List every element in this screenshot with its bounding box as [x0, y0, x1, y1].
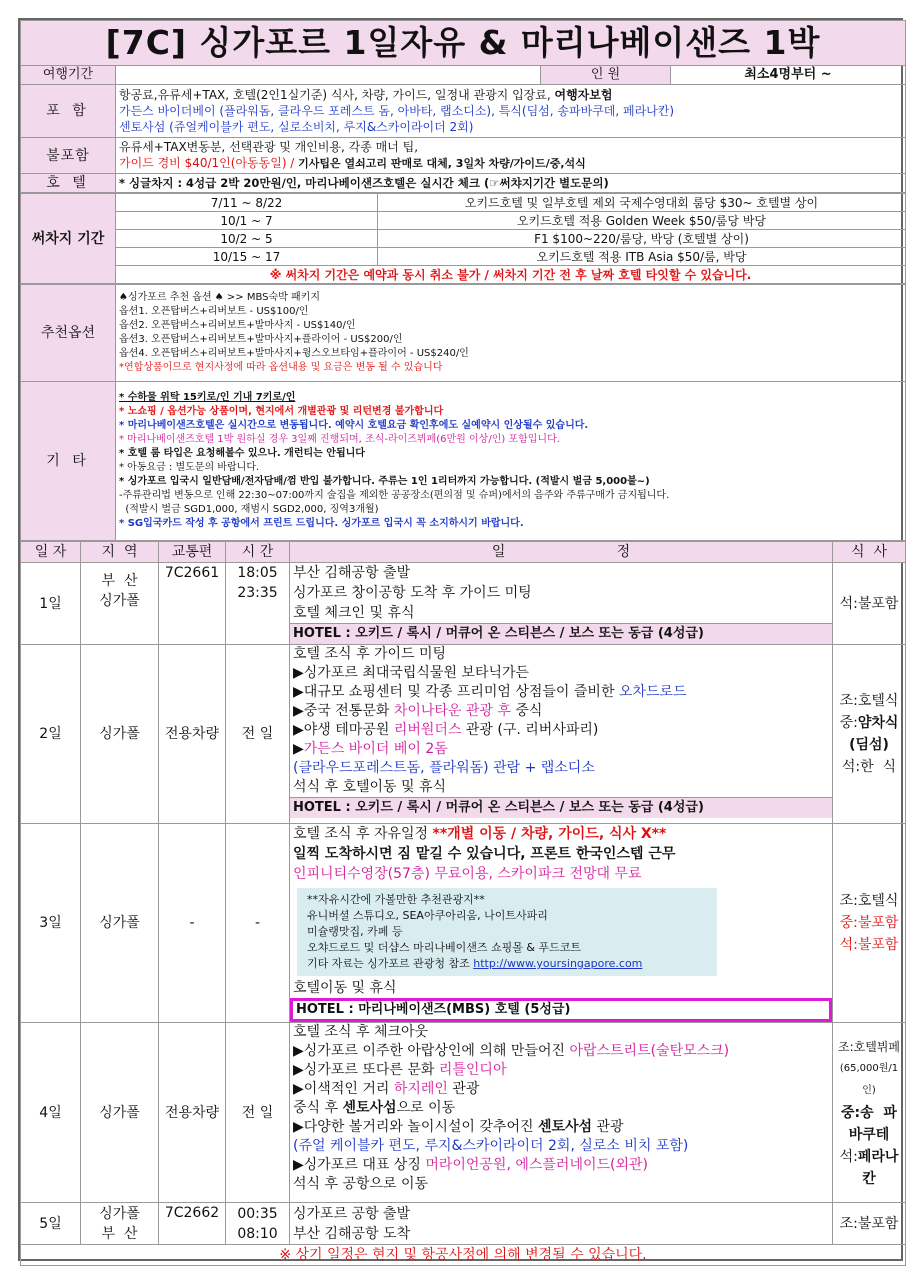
day-4-meal: 조:호텔뷔페 (65,000원/1인) 중:송 파 바쿠테 석:페라나칸 — [833, 1023, 906, 1203]
day-2-transport: 전용차량 — [159, 645, 226, 824]
recommended-spots-box: **자유시간에 가볼만한 추천관광지** 유니버셜 스튜디오, SEA아쿠아리움, 나이트사파리 미슐랭맛집, 카페 등 오챠드로드 및 더샵스 마리나베이샌즈 쇼핑몰 & 푸드코트 기타 자료는 싱가포르 관광청 참조 http://www.yoursingapore.com — [297, 888, 717, 976]
etc-liquor-law: -주류관리법 변동으로 인해 22:30~07:00까지 술집을 제외한 공공장소(편의점 및 슈퍼)에서의 음주와 주류구매가 금지됩니다. — [119, 490, 670, 501]
day-3-transport: - — [159, 824, 226, 1023]
day-5-times: 00:35 08:10 — [226, 1203, 290, 1245]
options-etc-table — [20, 284, 906, 541]
tour-itinerary-document — [18, 18, 903, 1261]
include-line2: 가든스 바이더베이 (플라워돔, 클라우드 포레스트 돔, 아바타, 랩소디소), 특식(딤섬, 송파바쿠데, 페라나칸) — [119, 104, 675, 118]
col-header-schedule: 일 정 — [290, 542, 833, 563]
etc-baggage: * 수하물 위탁 15키로/인 기내 7키로/인 — [119, 392, 296, 403]
hotel-note: * 싱글차지 : 4성급 2박 20만원/인, 마리나베이샌즈호텔은 실시간 체크 (☞써챠지기간 별도문의) — [116, 174, 906, 193]
info-table — [20, 20, 906, 193]
day-3-hotel: HOTEL : 마리나베이샌즈(MBS) 호텔 (5성급) — [290, 998, 832, 1022]
day-2-time: 전 일 — [226, 645, 290, 824]
col-header-time: 시 간 — [226, 542, 290, 563]
etc-sg-card: * SG입국카드 작성 후 공항에서 프린트 드립니다. 싱가포르 입국시 꼭 소지하시기 바랍니다. — [119, 518, 524, 529]
exclude-label: 불포함 — [21, 138, 116, 174]
surcharge-desc-2: 오키드호텔 적용 Golden Week $50/룸당 박당 — [378, 212, 906, 230]
surcharge-label: 써차지 기간 — [21, 194, 116, 284]
options-content — [116, 285, 906, 382]
include-content — [116, 85, 906, 138]
day-4-schedule: 호텔 조식 후 체크아웃 ▶싱가포르 이주한 아랍상인에 의해 만들어진 아랍스트리트(술탄모스크) ▶싱가포르 또다른 문화 리틀인디아 ▶이색적인 거리 하지레인 관광 중식 후 센토사섬으로 이동 ▶다양한 볼거리와 놀이시설이 갖추어진 센토사섬 관광 (쥬얼 케이블카 편도, 루지&스카이라이더 2회, 실로소 비치 포함) ▶싱가포르 대표 상징 머라이언공원, 에스플러네이드(외관) 석식 후 공항으로 이동 — [290, 1023, 833, 1203]
day-1-schedule: 부산 김해공항 출발 싱가포르 창이공항 도착 후 가이드 미팅 호텔 체크인 및 휴식 HOTEL : 오키드 / 록시 / 머큐어 온 스티븐스 / 보스 또는 동급 (4성급) — [290, 563, 833, 645]
option-3: 옵션3. 오픈탑버스+리버보트+발마사지+플라이어 - US$200/인 — [119, 334, 403, 345]
tourism-board-link[interactable]: http://www.yoursingapore.com — [473, 957, 643, 970]
exclude-line2: 기사팁은 열쇠고리 판매로 대체, 3일차 차량/가이드/중,석식 — [298, 157, 586, 170]
day-1-times: 18:05 23:35 — [226, 563, 290, 645]
surcharge-period-3: 10/2 ~ 5 — [116, 230, 378, 248]
period-label: 여행기간 — [21, 66, 116, 85]
page-title: [7C] 싱가포르 1일자유 & 마리나베이샌즈 1박 — [21, 21, 906, 66]
include-line3: 센토사섬 (쥬얼케이블카 편도, 실로소비치, 루지&스카이라이더 2회) — [119, 120, 474, 134]
itinerary-table — [20, 541, 906, 1266]
day-5-flight: 7C2662 — [159, 1203, 226, 1245]
surcharge-desc-1: 오키드호텔 및 일부호텔 제외 국제수영대회 룸당 $30~ 호텔별 상이 — [378, 194, 906, 212]
day-1-meal: 석:불포함 — [833, 563, 906, 645]
exclude-line1: 유류세+TAX변동분, 선택관광 및 개인비용, 각종 매너 팁, — [119, 140, 419, 154]
options-heading: ♠싱가포르 추천 옵션 ♠ >> MBS숙박 패키지 — [119, 292, 320, 303]
period-value — [116, 66, 541, 85]
day-2-schedule: 호텔 조식 후 가이드 미팅 ▶싱가포르 최대국립식물원 보타닉가든 ▶대규모 쇼핑센터 및 각종 프리미엄 상점들이 즐비한 오차드로드 ▶중국 전통문화 차이나타운 관광 후 중식 ▶야생 테마공원 리버원더스 관광 (구. 리버사파리) ▶가든스 바이더 베이 2돔 (클라우드포레스트돔, 플라워돔) 관람 + 랩소디소 석식 후 호텔이동 및 휴식 HOTEL : 오키드 / 록시 / 머큐어 온 스티븐스 / 보스 또는 동급 (4성급) — [290, 645, 833, 824]
surcharge-period-2: 10/1 ~ 7 — [116, 212, 378, 230]
day-5-row — [21, 1203, 906, 1245]
surcharge-desc-3: F1 $100~220/룸당, 박당 (호텔별 상이) — [378, 230, 906, 248]
etc-content — [116, 382, 906, 541]
exclude-content — [116, 138, 906, 174]
day-4-transport: 전용차량 — [159, 1023, 226, 1203]
day-2-region: 싱가폴 — [81, 645, 159, 824]
surcharge-period-4: 10/15 ~ 17 — [116, 248, 378, 266]
surcharge-table — [20, 193, 906, 284]
day-4-region: 싱가폴 — [81, 1023, 159, 1203]
options-label: 추천옵션 — [21, 285, 116, 382]
day-2-row — [21, 645, 906, 824]
day-2-hotel: HOTEL : 오키드 / 록시 / 머큐어 온 스티븐스 / 보스 또는 동급 (4성급) — [290, 797, 832, 818]
day-5-meal: 조:불포함 — [833, 1203, 906, 1245]
day-5-label: 5일 — [21, 1203, 81, 1245]
etc-mbs-night: * 마리나베이샌즈호텔 1박 원하실 경우 3일째 진행되며, 조식-라이즈뷔페(6만원 이상/인) 포함입니다. — [119, 434, 560, 445]
day-3-meal: 조:호텔식 중:불포함 석:불포함 — [833, 824, 906, 1023]
day-1-label: 1일 — [21, 563, 81, 645]
include-insurance: 여행자보험 — [554, 88, 613, 102]
pax-label: 인 원 — [541, 66, 671, 85]
day-3-schedule: 호텔 조식 후 자유일정 **개별 이동 / 차량, 가이드, 식사 X** 일찍 도착하시면 짐 맡길 수 있습니다, 프론트 한국인스텝 근무 인피니티수영장(57층) 무료이용, 스카이파크 전망대 무료 **자유시간에 가볼만한 추천관광지** 유니버셜 스튜디오, SEA아쿠아리움, 나이트사파리 미슐랭맛집, 카페 등 오챠드로드 및 더샵스 마리나베이샌즈 쇼핑몰 & 푸드코트 기타 자료는 싱가포르 관광청 참조 http://www.yoursingapore.com 호텔이동 및 휴식 HOTEL : 마리나베이샌즈(MBS) 호텔 (5성급) — [290, 824, 833, 1023]
etc-mbs-price: * 마리나베이샌즈호텔은 실시간으로 변동됩니다. 예약시 호텔요금 확인후에도 실예약시 인상될수 있습니다. — [119, 420, 589, 431]
etc-child: * 아동요금 : 별도문의 바랍니다. — [119, 462, 260, 473]
include-line1: 항공료,유류세+TAX, 호텔(2인1실기준) 식사, 차량, 가이드, 일정내 관광지 입장료, — [119, 88, 555, 102]
etc-label: 기 타 — [21, 382, 116, 541]
day-1-region: 부 산 싱가폴 — [81, 563, 159, 645]
day-2-meal: 조:호텔식 중:얌차식 (딤섬) 석:한 식 — [833, 645, 906, 824]
day-5-region: 싱가폴 부 산 — [81, 1203, 159, 1245]
surcharge-desc-4: 오키드호텔 적용 ITB Asia $50/룸, 박당 — [378, 248, 906, 266]
pax-value: 최소4명부터 ~ — [671, 66, 906, 85]
etc-tobacco: * 싱가포르 입국시 일반담배/전자담배/껌 반입 불가합니다. 주류는 1인 1리터까지 가능합니다. (적발시 벌금 5,000불~) — [119, 476, 650, 487]
day-4-row — [21, 1023, 906, 1203]
etc-liquor-fine: (적발시 벌금 SGD1,000, 재범시 SGD2,000, 징역3개월) — [119, 504, 379, 515]
day-3-label: 3일 — [21, 824, 81, 1023]
option-2: 옵션2. 오픈탑버스+리버보트+발마사지 - US$140/인 — [119, 320, 356, 331]
day-1-hotel: HOTEL : 오키드 / 록시 / 머큐어 온 스티븐스 / 보스 또는 동급 (4성급) — [290, 623, 832, 644]
day-1-flight: 7C2661 — [159, 563, 226, 645]
day-2-label: 2일 — [21, 645, 81, 824]
hotel-label: 호 텔 — [21, 174, 116, 193]
col-header-day: 일 자 — [21, 542, 81, 563]
day-1-row — [21, 563, 906, 645]
col-header-meal: 식 사 — [833, 542, 906, 563]
include-label: 포 함 — [21, 85, 116, 138]
guide-fee: 가이드 경비 $40/1인(아동동일) / — [119, 156, 299, 170]
day-3-region: 싱가폴 — [81, 824, 159, 1023]
day-4-time: 전 일 — [226, 1023, 290, 1203]
footer-note: ※ 상기 일정은 현지 및 항공사정에 의해 변경될 수 있습니다. — [21, 1245, 906, 1266]
option-4: 옵션4. 오픈탑버스+리버보트+발마사지+윙스오브타임+플라이어 - US$240/인 — [119, 348, 469, 359]
options-note: *연합상품이므로 현지사정에 따라 옵션내용 및 요금은 변동 될 수 있습니다 — [119, 362, 443, 373]
day-3-time: - — [226, 824, 290, 1023]
day-4-label: 4일 — [21, 1023, 81, 1203]
col-header-transport: 교통편 — [159, 542, 226, 563]
surcharge-warning: ※ 써차지 기간은 예약과 동시 취소 불가 / 써차지 기간 전 후 날짜 호텔 타잇할 수 있습니다. — [116, 266, 906, 284]
col-header-region: 지 역 — [81, 542, 159, 563]
etc-roomtype: * 호텔 룸 타입은 요청해볼수 있으나. 개런티는 안됩니다 — [119, 448, 365, 459]
etc-noshopping: * 노쇼핑 / 옵션가능 상품이며, 현지에서 개별관광 및 리턴변경 불가합니다 — [119, 406, 444, 417]
option-1: 옵션1. 오픈탑버스+리버보트 - US$100/인 — [119, 306, 309, 317]
day-5-schedule: 싱가포르 공항 출발 부산 김해공항 도착 — [290, 1203, 833, 1245]
surcharge-period-1: 7/11 ~ 8/22 — [116, 194, 378, 212]
day-3-row — [21, 824, 906, 1023]
